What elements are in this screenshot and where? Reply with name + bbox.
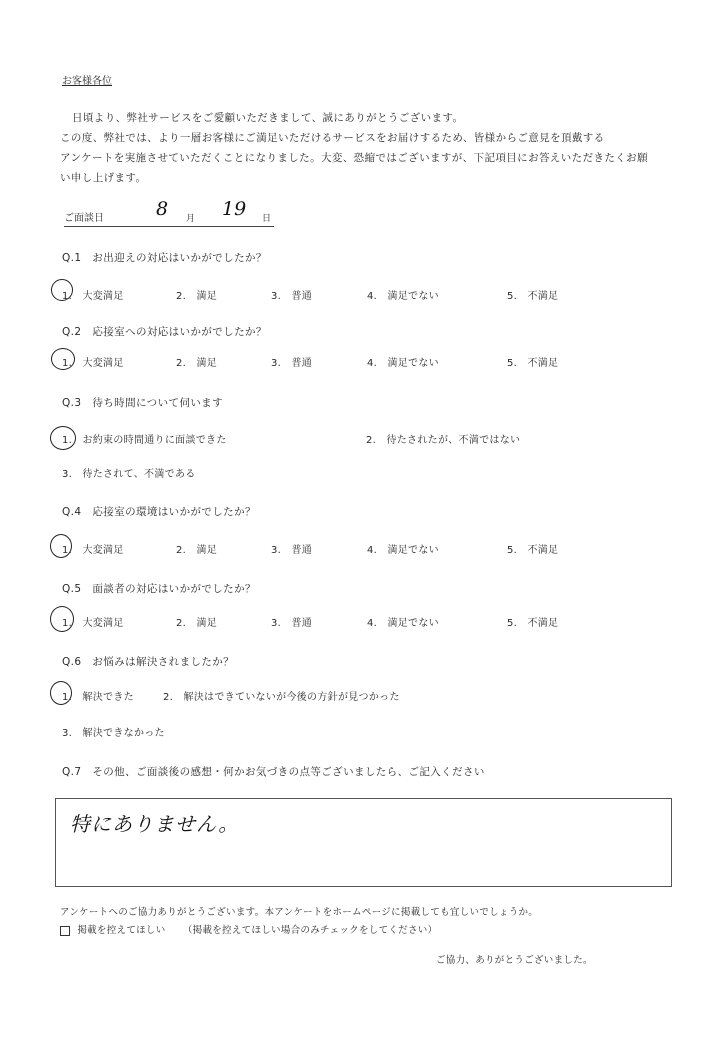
question-1: Q.1 お出迎えの対応はいかがでしたか？ (62, 252, 267, 264)
opt-out-note: （掲載を控えてほしい場合のみチェックをしてください） (182, 925, 438, 936)
question-3: Q.3 待ち時間について伺います (62, 397, 223, 409)
q6-option-1[interactable]: 1. 解決できた (62, 692, 134, 703)
q2-option-1[interactable]: 1. 大変満足 (62, 358, 124, 369)
intro-line-2: この度、弊社では、より一層お客様にご満足いただけるサービスをお届けするため、皆様からご意見を頂戴する (60, 132, 605, 144)
q5-option-1[interactable]: 1. 大変満足 (62, 618, 124, 629)
q3-option-3[interactable]: 3. 待たされて、不満である (62, 469, 196, 480)
q4-option-4[interactable]: 4. 満足でない (367, 545, 439, 556)
intro-paragraph (60, 108, 670, 188)
intro-line-4: い申し上げます。 (60, 172, 147, 184)
question-6: Q.6 お悩みは解決されましたか？ (62, 656, 235, 668)
salutation: お客様各位 (62, 76, 112, 87)
question-2: Q.2 応接室への対応はいかがでしたか？ (62, 326, 267, 338)
visit-day-handwritten: 19 (222, 198, 247, 220)
q6-option-2[interactable]: 2. 解決はできていないが今後の方針が見つかった (163, 692, 400, 703)
q4-option-1[interactable]: 1. 大変満足 (62, 545, 124, 556)
q1-option-3[interactable]: 3. 普通 (271, 291, 313, 302)
publish-opt-out-row (60, 922, 437, 936)
q5-option-2[interactable]: 2. 満足 (176, 618, 218, 629)
q3-option-1[interactable]: 1. お約束の時間通りに面談できた (62, 435, 227, 446)
intro-line-3: アンケートを実施させていただくことになりました。大変、恐縮ではございますが、下記項目にお答えいただきたくお願 (60, 152, 648, 164)
question-5: Q.5 面談者の対応はいかがでしたか？ (62, 583, 256, 595)
question-7: Q.7 その他、ご面談後の感想・何かお気づきの点等ございましたら、ご記入ください (62, 766, 485, 778)
q1-option-1[interactable]: 1. 大変満足 (62, 291, 124, 302)
thanks-message: ご協力、ありがとうございました。 (436, 955, 593, 966)
month-unit: 月 (186, 214, 196, 224)
opt-out-checkbox[interactable] (60, 926, 70, 936)
q4-option-2[interactable]: 2. 満足 (176, 545, 218, 556)
day-unit: 日 (262, 214, 272, 224)
q4-option-5[interactable]: 5. 不満足 (507, 545, 559, 556)
opt-out-label: 掲載を控えてほしい (77, 925, 166, 936)
publish-question: アンケートへのご協力ありがとうございます。本アンケートをホームページに掲載しても宜しいでしょうか。 (60, 907, 539, 918)
q2-option-5[interactable]: 5. 不満足 (507, 358, 559, 369)
q4-option-3[interactable]: 3. 普通 (271, 545, 313, 556)
q5-option-5[interactable]: 5. 不満足 (507, 618, 559, 629)
q1-option-5[interactable]: 5. 不満足 (507, 291, 559, 302)
q1-option-4[interactable]: 4. 満足でない (367, 291, 439, 302)
comment-handwritten-answer: 特にありません。 (70, 812, 240, 836)
q2-option-3[interactable]: 3. 普通 (271, 358, 313, 369)
q2-option-2[interactable]: 2. 満足 (176, 358, 218, 369)
q6-option-3[interactable]: 3. 解決できなかった (62, 728, 165, 739)
visit-date-field[interactable] (64, 198, 274, 227)
q2-option-4[interactable]: 4. 満足でない (367, 358, 439, 369)
q3-option-2[interactable]: 2. 待たされたが、不満ではない (366, 435, 521, 446)
q5-option-3[interactable]: 3. 普通 (271, 618, 313, 629)
visit-month-handwritten: 8 (156, 198, 169, 220)
intro-line-1: 日頃より、弊社サービスをご愛顧いただきまして、誠にありがとうございます。 (72, 112, 464, 124)
q1-option-2[interactable]: 2. 満足 (176, 291, 218, 302)
visit-date-label: ご面談日 (64, 213, 104, 224)
q5-option-4[interactable]: 4. 満足でない (367, 618, 439, 629)
question-4: Q.4 応接室の環境はいかがでしたか？ (62, 506, 256, 518)
